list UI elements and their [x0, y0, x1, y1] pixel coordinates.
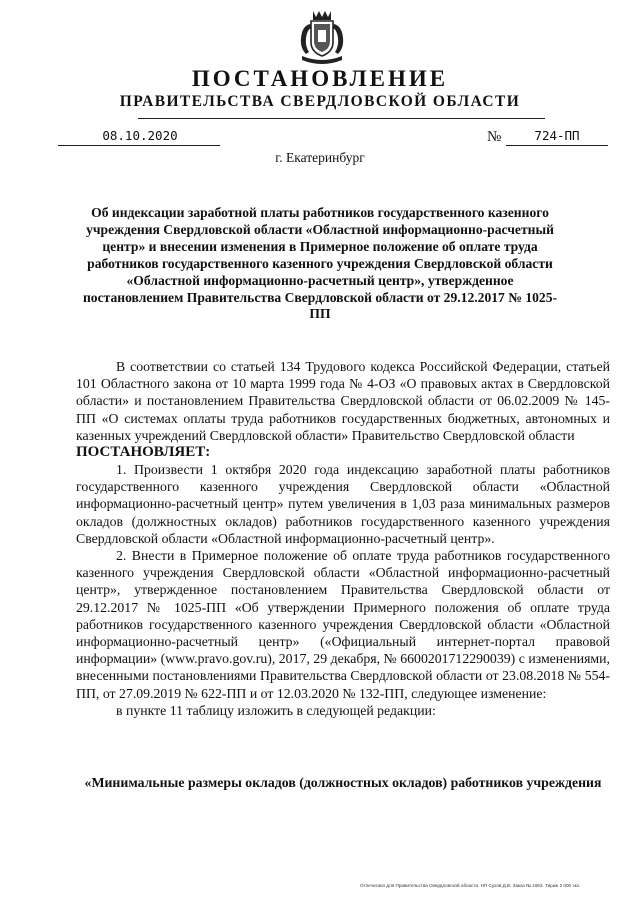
number-underline: [506, 145, 608, 146]
document-type-title: ПОСТАНОВЛЕНИЕ: [191, 66, 449, 91]
document-body: [76, 358, 610, 719]
number-sign: №: [487, 129, 502, 145]
resolves-label: ПОСТАНОВЛЯЕТ:: [76, 444, 211, 461]
document-number: 724-ПП: [534, 128, 580, 143]
coat-of-arms-icon: [296, 8, 348, 66]
date-underline: [58, 145, 220, 146]
preamble-paragraph: В соответствии со статьей 134 Трудового кодекса Российской Федерации, статьей 101 Областного закона от 10 марта 1999 года № 4-ОЗ «О правовых актах в Свердловской области» и постановлением Правительства Свердловской области от 06.02.2009 № 145-ПП «О системах оплаты труда работников государственных бюджетных, автономных и казенных учреждений Свердловской области» Правительство Свердловской области: [76, 359, 610, 443]
item-2-subparagraph: в пункте 11 таблицу изложить в следующей редакции:: [116, 702, 436, 718]
item-1-paragraph: 1. Произвести 1 октября 2020 года индексацию заработной платы работников государственного казенного учреждения Свердловской области «Областной информационно-расчетный центр» путем увеличения в 1,03 раза минимальных размеров окладов (должностных окладов) работников государственного казенного учреждения Свердловской области «Областной информационно-расчетный центр».: [76, 462, 610, 546]
header-divider: [138, 118, 545, 119]
document-date: 08.10.2020: [102, 128, 178, 143]
item-2-paragraph: 2. Внести в Примерное положение об оплате труда работников государственного казенного учреждения Свердловской области «Областной информационно-расчетный центр», утвержденное постановлением Правительства Свердловской области от 29.12.2017 № 1025-ПП «Об утверждении Примерного положения об оплате труда работников государственного казенного учреждения Свердловской области «Областной информационно-расчетный центр» («Официальный интернет-портал правовой информации» (www.pravo.gov.ru), 2017, 29 декабря, № 6600201712290039) с изменениями, внесенными постановлениями Правительства Свердловской области от 23.08.2018 № 554-ПП, от 27.09.2019 № 622-ПП и от 12.03.2020 № 132-ПП, следующее изменение:: [76, 548, 610, 701]
table-title: «Минимальные размеры окладов (должностных окладов) работников учреждения: [84, 775, 602, 790]
print-footer: Отпечатано для Правительства Свердловской области. НП Сухов Д.В. Заказ № 1063. Тираж 2 000 экз.: [360, 883, 581, 888]
issuing-authority: ПРАВИТЕЛЬСТВА СВЕРДЛОВСКОЙ ОБЛАСТИ: [119, 93, 521, 110]
document-heading: Об индексации заработной платы работников государственного казенного учреждения Свердловской области «Областной информационно-расчетный центр» и внесении изменения в Примерное положение об оплате труда работников государственного казенного учреждения Свердловской области «Областной информационно-расчетный центр», утвержденное постановлением Правительства Свердловской области от 29.12.2017 № 1025-ПП: [82, 205, 558, 322]
city: г. Екатеринбург: [275, 150, 365, 165]
